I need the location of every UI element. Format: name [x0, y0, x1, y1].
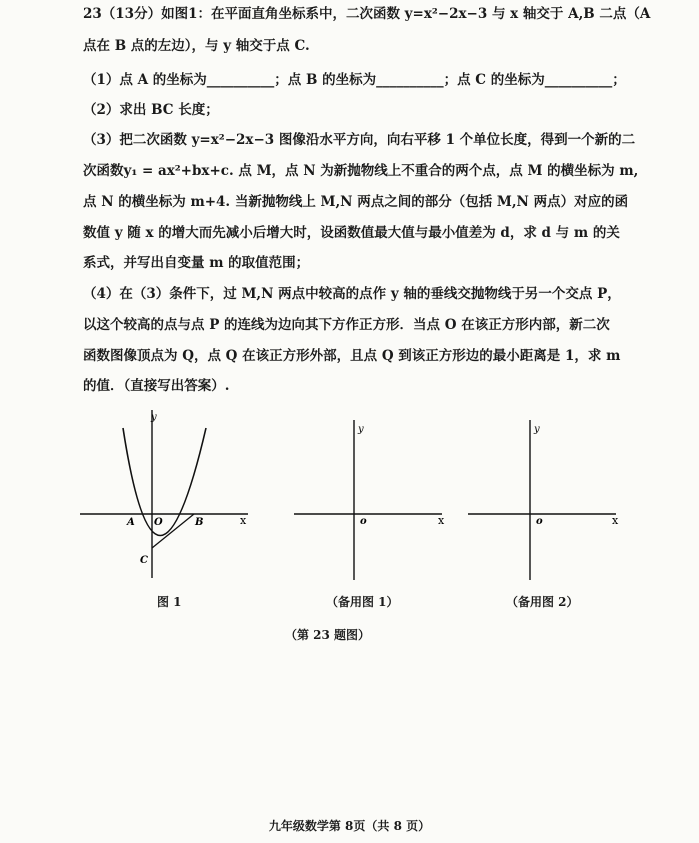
x-axis-label: x [612, 514, 619, 527]
problem-line-1: 23（13分）如图1：在平面直角坐标系中，二次函数 y=x²−2x−3 与 x 轴交于 A,B 二点（A [83, 6, 651, 22]
point-b-label: B [195, 517, 204, 528]
y-axis-label: y [534, 424, 540, 435]
point-c-label: C [140, 555, 148, 566]
problem-line-7: 点 N 的横坐标为 m+4. 当新抛物线上 M,N 两点之间的部分（包括 M,N 两点）对应的函 [83, 194, 629, 210]
figure-1-parabola [78, 408, 258, 583]
problem-line-6: 次函数y₁ = ax²+bx+c. 点 M，点 N 为新抛物线上不重合的两个点，点 M 的横坐标为 m, [83, 163, 639, 179]
y-axis-label: y [151, 412, 157, 423]
y-axis-label: y [358, 424, 364, 435]
problem-line-10: （4）在（3）条件下，过 M,N 两点中较高的点作 y 轴的垂线交抛物线于另一个交点 P， [83, 286, 621, 302]
origin-label: o [536, 516, 543, 527]
spare-figure-1-caption: （备用图 1） [326, 595, 399, 609]
problem-line-13: 的值．（直接写出答案）. [83, 378, 230, 394]
figure-1-caption: 图 1 [157, 595, 182, 609]
problem-line-2: 点在 B 点的左边），与 y 轴交于点 C. [83, 38, 310, 54]
x-axis-label: x [240, 514, 247, 527]
problem-line-11: 以这个较高的点与点 P 的连线为边向其下方作正方形．当点 O 在该正方形内部，新二次 [83, 317, 610, 333]
problem-line-4: （2）求出 BC 长度； [83, 102, 219, 118]
problem-line-5: （3）把二次函数 y=x²−2x−3 图像沿水平方向，向右平移 1 个单位长度，得到一个新的二 [83, 132, 636, 148]
spare-figure-2 [466, 418, 626, 583]
page-footer: 九年级数学第 8页（共 8 页） [268, 819, 431, 833]
parabola-curve [123, 428, 206, 536]
figure-group-caption: （第 23 题图） [285, 628, 371, 642]
problem-line-9: 系式，并写出自变量 m 的取值范围； [83, 255, 310, 271]
problem-line-3: （1）点 A 的坐标为__________；点 B 的坐标为__________；点 C 的坐标为__________； [83, 72, 626, 88]
origin-label: o [360, 516, 367, 527]
problem-line-8: 数值 y 随 x 的增大而先减小后增大时，设函数值最大值与最小值差为 d，求 d 与 m 的关 [83, 225, 620, 241]
x-axis-label: x [438, 514, 445, 527]
problem-line-12: 函数图像顶点为 Q，点 Q 在该正方形外部，且点 Q 到该正方形边的最小距离是 1，求 m [83, 348, 621, 364]
spare-figure-2-caption: （备用图 2） [506, 595, 579, 609]
point-a-label: A [127, 517, 135, 528]
spare-figure-1 [290, 418, 450, 583]
origin-label: O [154, 517, 163, 528]
